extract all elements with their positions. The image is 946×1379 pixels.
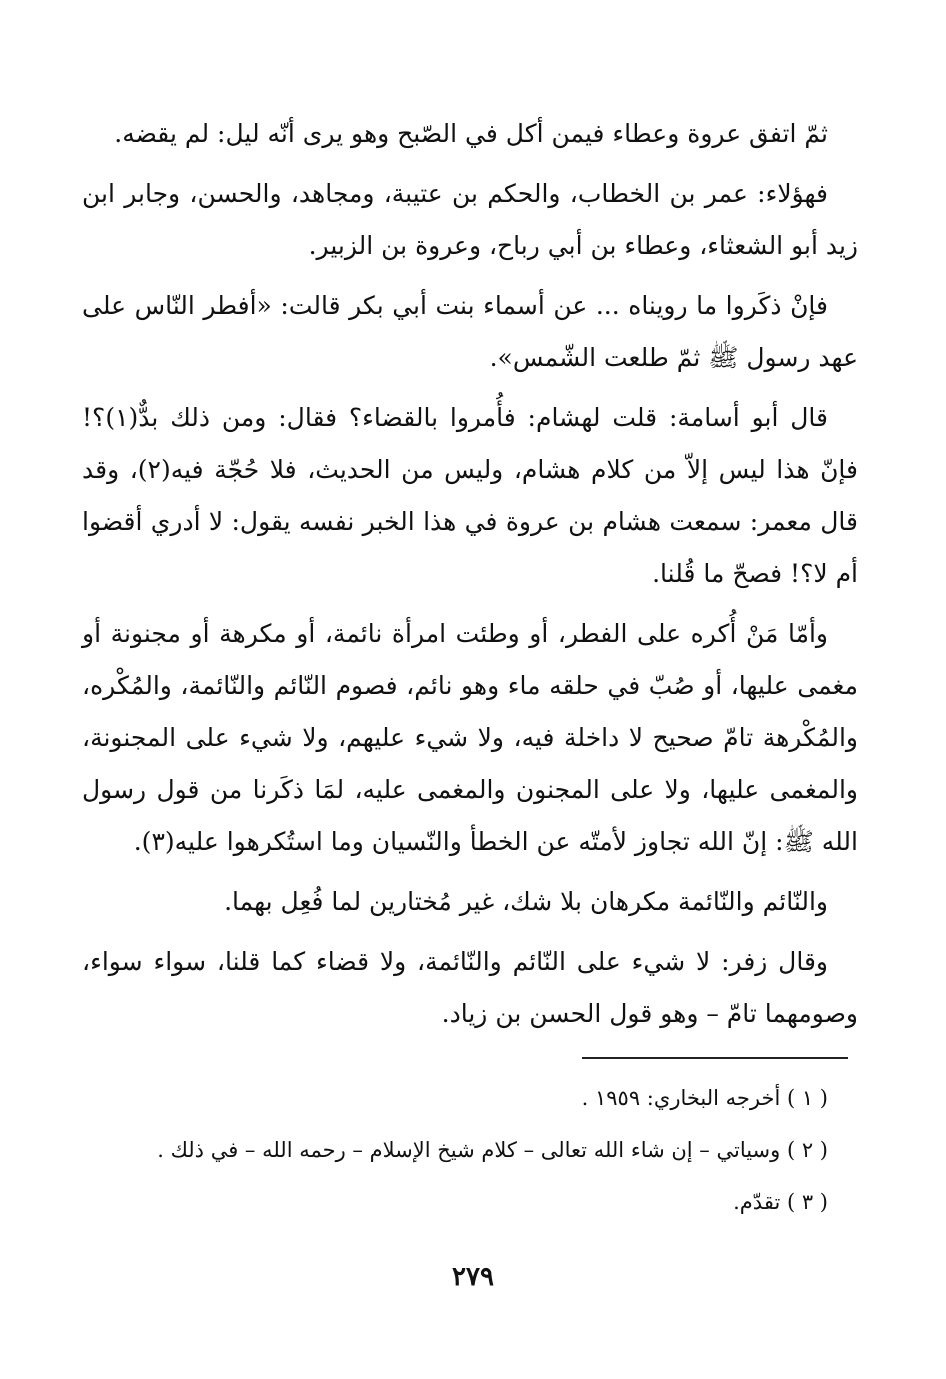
- footnote-3: ( ٣ ) تقدّم.: [733, 1190, 828, 1214]
- paragraph-3: فإنْ ذكَروا ما رويناه ... عن أسماء بنت أبي بكر قالت: «أفطر النّاس على عهد رسول ﷺ ثمّ طلعت الشّمس».: [82, 291, 858, 372]
- paragraph-4: قال أبو أسامة: قلت لهشام: فأُمروا بالقضاء؟ فقال: ومن ذلك بدٌّ(١)؟! فإنّ هذا ليس إلاّ من كلام هشام، وليس من الحديث، فلا حُجّة فيه(٢)، وقد قال معمر: سمعت هشام بن عروة في هذا الخبر نفسه يقول: لا أدري أقضوا أم لا؟! فصحّ ما قُلنا.: [82, 403, 859, 588]
- paragraph-2: فهؤلاء: عمر بن الخطاب، والحكم بن عتيبة، ومجاهد، والحسن، وجابر ابن زيد أبو الشعثاء، وعطاء بن أبي رباح، وعروة بن الزبير.: [82, 179, 858, 260]
- paragraph-7: وقال زفر: لا شيء على النّائم والنّائمة، ولا قضاء كما قلنا، سواء سواء، وصومهما تامّ – وهو قول الحسن بن زياد.: [82, 947, 858, 1028]
- footnotes: [82, 1072, 858, 1228]
- footnote-2: ( ٢ ) وسياتي – إن شاء الله تعالى – كلام شيخ الإسلام – رحمه الله – في ذلك .: [157, 1138, 828, 1162]
- paragraph-5: وأمّا مَنْ أُكره على الفطر، أو وطئت امرأة نائمة، أو مكرهة أو مجنونة أو مغمى عليها، أو صُبّ في حلقه ماء وهو نائم، فصوم النّائم والنّائمة، والمُكْره، والمُكْرهة تامّ صحيح لا داخلة فيه، ولا شيء عليهم، ولا شيء على المجنونة، والمغمى عليها، ولا على المجنون والمغمى عليه، لمَا ذكَرنا من قول رسول الله ﷺ: إنّ الله تجاوز لأمتّه عن الخطأ والنّسيان وما استُكرهوا عليه(٣).: [82, 619, 858, 856]
- footnote-divider: [582, 1057, 848, 1059]
- paragraph-6: والنّائم والنّائمة مكرهان بلا شك، غير مُختارين لما فُعِل بهما.: [224, 887, 828, 916]
- footnote-1: ( ١ ) أخرجه البخاري: ١٩٥٩ .: [581, 1086, 828, 1110]
- paragraph-1: ثمّ اتفق عروة وعطاء فيمن أكل في الصّبح وهو يرى أنّه ليل: لم يقضه.: [114, 119, 828, 148]
- page-number: ٢٧٩: [452, 1262, 494, 1292]
- main-text: [82, 108, 858, 1048]
